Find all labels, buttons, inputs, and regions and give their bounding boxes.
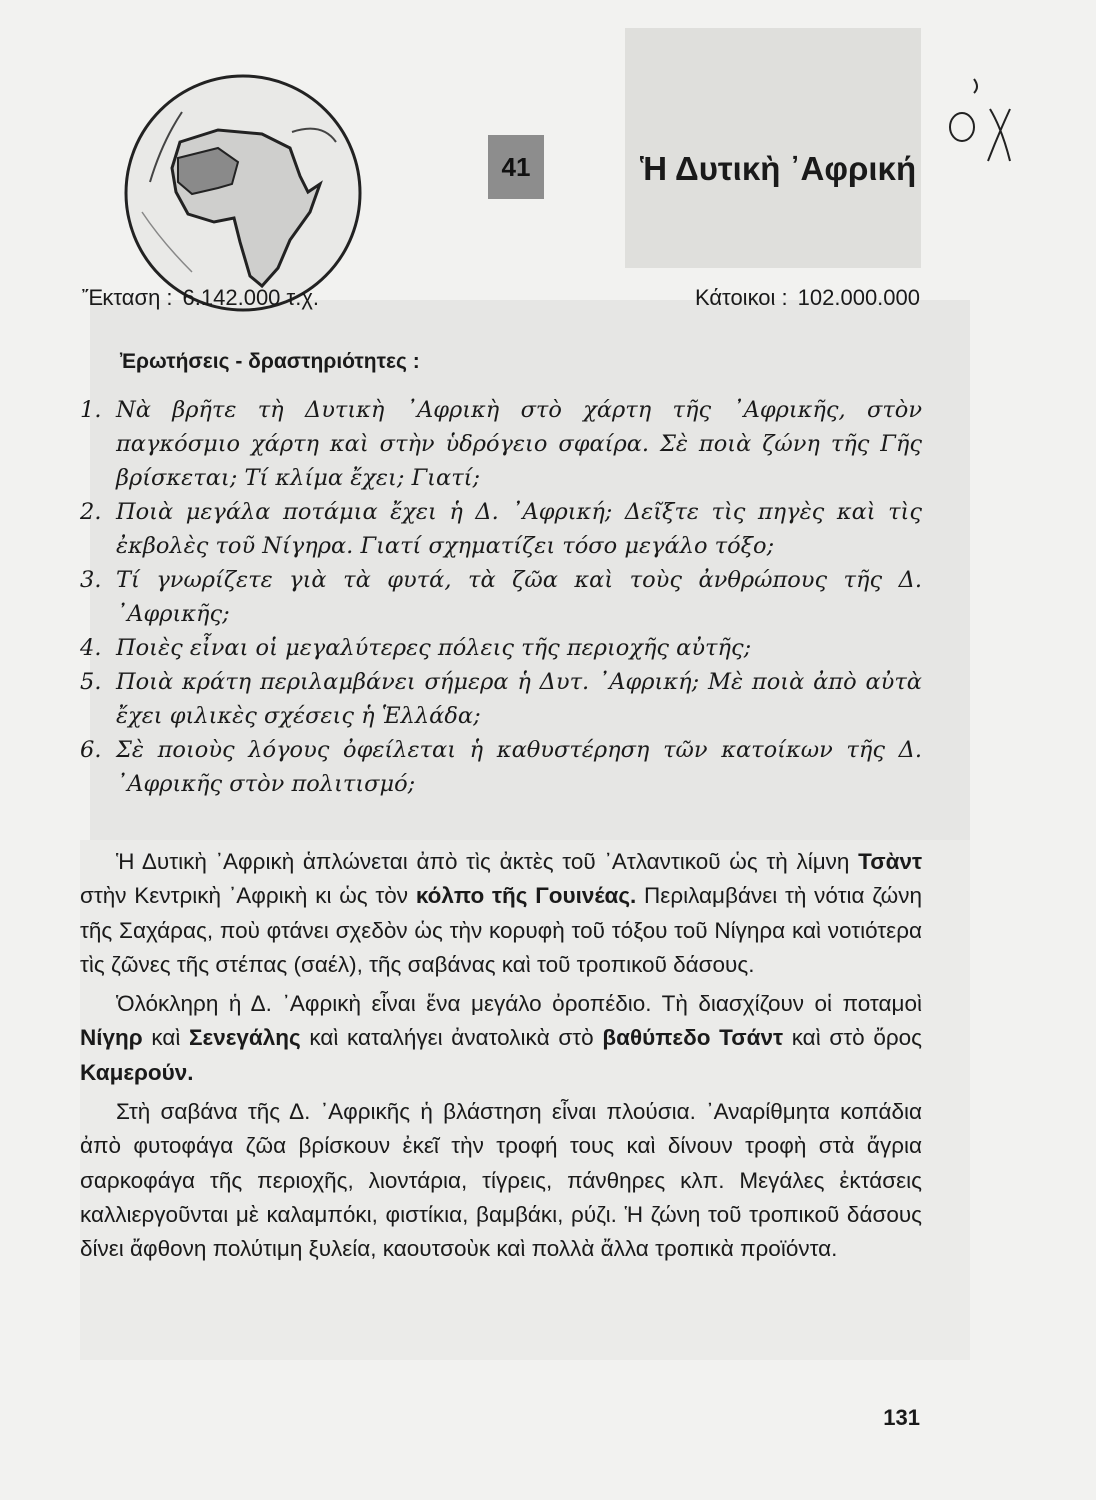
paragraph: Ὁλόκληρη ἡ Δ. ᾿Αφρικὴ εἶναι ἕνα μεγάλο ὀροπέδιο. Τὴ διασχίζουν οἱ ποταμοὶ Νίγηρ καὶ Σενεγάλης καὶ καταλήγει ἀνατολικὰ στὸ βαθύπεδο Τσάντ καὶ στὸ ὄρος Καμερούν. xyxy=(80,991,922,1085)
print-bleed-shadow xyxy=(625,28,921,268)
page-number: 131 xyxy=(883,1405,920,1430)
population-value: 102.000.000 xyxy=(797,285,920,310)
body-text xyxy=(80,845,922,1272)
question-item: 3. Τί γνωρίζετε γιὰ τὰ φυτά, τὰ ζῶα καὶ τοὺς ἀνθρώπους τῆς Δ. ᾿Αφρικῆς; xyxy=(80,567,922,627)
handwritten-note-text: ὀχ xyxy=(940,65,942,66)
area-label: Ἔκταση : xyxy=(82,285,173,310)
area-stat xyxy=(82,285,319,311)
population-stat xyxy=(695,285,920,311)
page-title: Ἡ Δυτικὴ ᾿Αφρική xyxy=(640,150,917,187)
population-label: Κάτοικοι : xyxy=(694,285,788,310)
questions-list xyxy=(80,393,922,801)
question-item: 2. Ποιὰ μεγάλα ποτάμια ἔχει ἡ Δ. ᾿Αφρική; Δεῖξτε τὶς πηγὲς καὶ τὶς ἐκβολὲς τοῦ Νίγηρα. Γιατί σχηματίζει τόσο μεγάλο τόξο; xyxy=(80,499,922,559)
area-value: 6.142.000 τ.χ. xyxy=(182,285,319,310)
paragraph: Στὴ σαβάνα τῆς Δ. ᾿Αφρικῆς ἡ βλάστηση εἶναι πλούσια. ᾿Αναρίθμητα κοπάδια ἀπὸ φυτοφάγα ζῶα βρίσκουν ἐκεῖ τὴν τροφή τους καὶ δίνουν τροφὴ στὰ ἄγρια σαρκοφάγα τῆς περιοχῆς, λιοντάρια, τίγρεις, πάνθηρες κλπ. Μεγάλες ἐκτάσεις καλλιεργοῦνται μὲ καλαμπόκι, φιστίκια, βαμβάκι, ρύζι. Ἡ ζώνη τοῦ τροπικοῦ δάσους δίνει ἄφθονη πολύτιμη ξυλεία, καουτσοὺκ καὶ πολλὰ ἄλλα τροπικὰ προϊόντα. xyxy=(80,1099,922,1262)
question-item: 6. Σὲ ποιοὺς λόγους ὀφείλεται ἡ καθυστέρηση τῶν κατοίκων τῆς Δ. ᾿Αφρικῆς στὸν πολιτισμό; xyxy=(80,737,922,797)
question-item: 4. Ποιὲς εἶναι οἱ μεγαλύτερες πόλεις τῆς περιοχῆς αὐτῆς; xyxy=(80,635,752,661)
handwritten-note xyxy=(940,65,1020,175)
question-item: 5. Ποιὰ κράτη περιλαμβάνει σήμερα ἡ Δυτ. ᾿Αφρική; Μὲ ποιὰ ἀπὸ αὐτὰ ἔχει φιλικὲς σχέσεις ἡ Ἑλλάδα; xyxy=(80,669,922,729)
lesson-number-badge: 41 xyxy=(488,135,544,199)
questions-heading: Ἐρωτήσεις - δραστηριότητες : xyxy=(120,350,420,373)
globe-africa-illustration xyxy=(122,72,364,314)
paragraph: Ἡ Δυτικὴ ᾿Αφρικὴ ἁπλώνεται ἀπὸ τὶς ἀκτὲς τοῦ ᾿Ατλαντικοῦ ὡς τὴ λίμνη Τσὰντ στὴν Κεντρικὴ ᾿Αφρικὴ κι ὡς τὸν κόλπο τῆς Γουινέας. Περιλαμβάνει τὴ νότια ζώνη τῆς Σαχάρας, ποὺ φτάνει σχεδὸν ὡς τὴν κορυφὴ τοῦ τόξου τοῦ Νίγηρα καὶ νοτιότερα τὶς ζῶνες τῆς στέπας (σαέλ), τῆς σαβάνας καὶ τοῦ τροπικοῦ δάσους. xyxy=(80,849,923,977)
question-item: 1. Νὰ βρῆτε τὴ Δυτικὴ ᾿Αφρικὴ στὸ χάρτη τῆς ᾿Αφρικῆς, στὸν παγκόσμιο χάρτη καὶ στὴν ὑδρόγειο σφαίρα. Σὲ ποιὰ ζώνη τῆς Γῆς βρίσκεται; Τί κλίμα ἔχει; Γιατί; xyxy=(80,397,922,491)
